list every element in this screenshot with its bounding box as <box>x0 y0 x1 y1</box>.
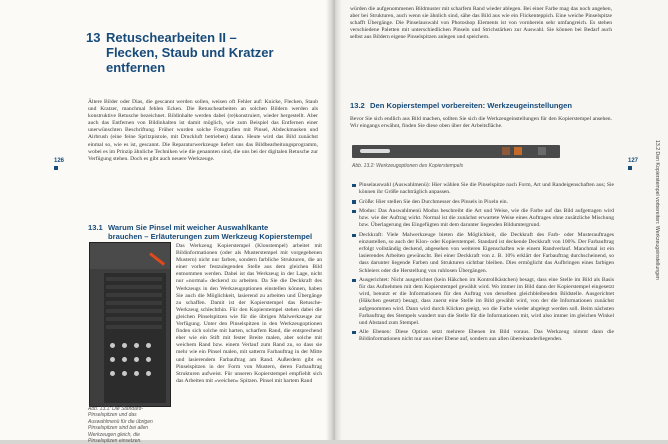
bullet-icon <box>352 210 356 214</box>
chapter-number: 13 <box>86 30 101 45</box>
bullet-icon <box>352 234 356 238</box>
palette-row <box>106 309 162 313</box>
running-head-text: 13.2 Den Kopierstempel vorbereiten: Werkzeugeinstellungen <box>654 140 660 280</box>
bullet-icon <box>352 184 356 188</box>
tool-swatch <box>502 147 510 155</box>
palette-header <box>90 243 170 269</box>
section-heading-title: Den Kopierstempel vorbereiten: Werkzeugeinstellungen <box>370 101 572 110</box>
palette-row <box>106 293 162 297</box>
section-13-1-text <box>176 243 322 387</box>
section-13-2-intro <box>350 116 612 132</box>
section-heading-13-2 <box>350 101 620 110</box>
list-item-text: Pinselauswahl (Auswahlmenü): Hier wählen Sie die Pinselspitze nach Form, Art und Randeigenschaften aus; Sie können ihr Größe nachträglich anpassen. <box>359 182 614 196</box>
chapter-title <box>86 30 326 75</box>
palette-row <box>106 301 162 305</box>
tool-swatch <box>514 147 522 155</box>
page-number-right <box>628 158 638 172</box>
brush-dot <box>110 343 115 348</box>
intro-text: Ältere Bilder oder Dias, die gescannt werden sollen, weisen oft Fehler auf: Knicke, Flecken, Staub und Kratzer, manchmal fehlen Ecken. Die Retuschearbeiten an solchen Bildern werden als konstruktive Retusche bezeichnet. Bildinhalte werden dabei (re)konstruiert, wieder hergestellt. Aber auch das Entfernen von Bildinhalten ist damit möglich, wie zum Beispiel das Entfernen einer unerwünschten Beschriftung. Früher wurden solche Fotografien mit Pinsel, Abdeckmasken und Airbrush (eine feine Spritzpistole, mit Druckluft betrieben) daran. Heute wird das Bild zunächst einmal so, wie es ist, gescannt. Die Reparaturwerkzeuge liefert uns das Bildbearbeitungsprogramm, wobei es im Prinzip ähnliche Techniken wie die genannten sind, die uns bei der digitalen Retusche zur Verfügung stehen. Doch es gibt auch neuere Werkzeuge. <box>88 99 318 162</box>
brush-dot <box>134 343 139 348</box>
list-item <box>352 329 614 343</box>
tool-swatch <box>538 147 546 155</box>
section-heading-line-1: Warum Sie Pinsel mit weicher Auswahlkante <box>108 223 269 232</box>
brush-dot <box>122 371 127 376</box>
list-item-text: Alle Ebenen: Diese Option setzt mehrere Ebenen im Bild voraus. Das Werkzeug nimmt dann die Bildinformationen nicht nur aus einer Ebene auf, sondern aus allen übereinanderliegenden. <box>359 329 614 343</box>
tool-options-screenshot <box>352 145 560 158</box>
brush-dot <box>146 371 151 376</box>
section-13-1-paragraph: Das Werkzeug Kopierstempel (Klonstempel) arbeitet mit Bildinformationen (oder als Musterstempel mit vorgegebenen Mustern) nicht nur farben, sondern farbliche Strukturen, die an einer vorher festzulegenden Stelle aus dem gleichen Bild entnommen werden. Dabei ist das Werkzeug in der Lage, nicht nur »normal« deckend zu arbeiten. Da Sie die Deckkraft des Werkzeugs in den Werkzeugoptionen einstellen können, haben Sie auch die Möglichkeit, lasierend zu arbeiten und Übergänge zu schaffen. Damit ist der Kopierstempel das Retusche-Werkzeug schlechthin. Für den Kopierstempel stehen dabei die gleichen Pinselspitzen wie für die übrigen Malwerkzeuge zur Verfügung. Unter den Pinselspitzen in den Werkzeugoptionen finden sich solche mit harten, scharfem Rand, die entsprechend eher wie ein Stift mit fester Breite malen, aber solche mit weichem Rand bzw. einem Verlauf zum Rand zu, so dass sie mehr wie ein Pinsel malen, mit satterm Farbauftrag in der Mitte und lasierendem Farbauftrag am Rand. Außerdem gibt es Pinselspitzen in der Form von Mustern, deren Farbauftrag Strukturen aufweist. Für unseren Kopierstempel empfiehlt sich das Arbeiten mit »weichen« Spitzen. Pinsel mit hartem Rand <box>176 243 322 384</box>
intro-paragraph <box>88 99 318 165</box>
palette-row <box>106 325 162 329</box>
list-item <box>352 232 614 275</box>
bullet-icon <box>352 331 356 335</box>
list-item <box>352 277 614 327</box>
brush-dot <box>122 357 127 362</box>
section-number: 13.2 <box>350 101 365 110</box>
page-number-left-value: 126 <box>54 158 65 164</box>
figure-caption-13-2: Abb. 13.2: Werkzeugoptionen des Kopierstempels <box>352 163 464 169</box>
section-heading-13-1 <box>88 223 328 241</box>
list-item-text: Größe: Hier stellen Sie den Durchmesser des Pinsels in Pixeln ein. <box>359 198 508 205</box>
bullet-icon <box>352 279 356 283</box>
continued-text <box>350 6 612 43</box>
page-number-left <box>54 158 64 172</box>
brush-dot <box>134 357 139 362</box>
palette-row <box>106 277 162 281</box>
page-number-right-value: 127 <box>628 158 639 164</box>
palette-row <box>106 317 162 321</box>
brush-dot <box>110 357 115 362</box>
right-page <box>334 0 668 440</box>
continued-paragraph: würden die aufgenommenen Bildmuster mit scharfem Rand wieder ablegen. Bei einer Farbe mag das noch angehen, aber bei Strukturen, auch wenn sie ähnlich sind, sähe das Bild aus wie ein Flickenteppich. Eine weiche Pinselspitze schafft Übergänge. Die Pinselauswahl von Photoshop Elements ist von vornherein sehr umfangreich. Es stehen verschiedene Paletten mit unterschiedlichen Pinseln und Strichstärken zur Auswahl. Sie können bei Bedarf auch selbst aus Bildern eigene Pinselspitzen anlegen und speichern. <box>350 6 612 41</box>
brush-dot <box>146 357 151 362</box>
list-item-text: Ausgerichtet: Nicht ausgerichtet (kein Häkchen im Kontrollkästchen) besagt, dass eine Stelle im Bild als Basis für das Aufnehmen mit dem Kopierstempel gewählt wird. Wo immer im Bild dann der Kopierstempel eingesetzt wird, benutzt er die Informationen für den Auftrag von derselben gleichbleibenden Bildstelle. Ausgerichtet (Häkchen gesetzt) besagt, dass zuerst eine Stelle im Bild gewählt wird, von der die Informationen zunächst aufgenommen wird. Dann wird durch Klicken geeigt, wo die Farbe wieder abgelegt werden soll. Beim nächsten Farbauftrag des Stempels wandert nun die Stelle für die Informationen mit, wird also immer im gleichen Winkel und Abstand zum Stempel. <box>359 277 614 326</box>
list-item-text: Deckkraft: Viele Malwerkzeuge bieten die Möglichkeit, die Deckkraft des Farb- oder Musterauftrages einzustellen, so auch der Klon- oder Kopierstempel. Standard ist deckende Deckkraft von 100%. Der Farbauftrag erfolgt vollständig deckend, abgesehen von weiteren Eigenschaften wie einem Randverlauf. Manchmal ist ein lasierendes Arbeiten gewünscht. Bei einer Deckkraft von z. B. 10% erklärt der Farbauftrag durchscheinend, so dass darunter liegende Farben und Strukturen sichtbar bleiben. Dies ermöglicht das Aufbringen eines farbigen Schleiers oder die Herstellung von ruhlosen Übergängen. <box>359 232 614 274</box>
page-marker <box>628 166 632 170</box>
figure-caption-13-1: Abb. 13.1: Die Standard-Pinselspitzen und das Auswahlmenü für die übrigen Pinselspitzen sind bei allen Werkzeugen gleich, die Pinselspitzen einsetzen. <box>88 406 153 444</box>
section-number: 13.1 <box>88 223 103 232</box>
chapter-title-line-1: Retuschearbeiten II – <box>106 30 237 45</box>
brush-dot <box>122 343 127 348</box>
chapter-title-line-2: Flecken, Staub und Kratzer entfernen <box>106 45 274 75</box>
running-head <box>654 140 668 430</box>
list-item <box>352 208 614 229</box>
section-heading-line-2: brauchen – Erläuterungen zum Werkzeug Kopierstempel <box>108 232 313 241</box>
brush-palette-screenshot <box>89 242 171 407</box>
tool-option-list <box>352 182 614 346</box>
list-item <box>352 182 614 196</box>
brush-dot <box>146 343 151 348</box>
section-13-2-paragraph: Bevor Sie sich endlich aus Bild machen, sollten Sie sich die Werkzeugeinstellungen für den Kopierstempel ansehen. Wir eingangs erwähnt, finden Sie diese oben über der Arbeitsfläche. <box>350 116 612 130</box>
brush-stroke-preview <box>360 149 390 153</box>
book-gutter <box>326 0 342 440</box>
list-item <box>352 199 614 206</box>
brush-dot <box>134 371 139 376</box>
page-marker <box>54 166 58 170</box>
list-item-text: Modus: Das Auswahlmenü Modus beschreibt die Art und Weise, wie die Farbe auf das Bild aufgetragen wird bzw. wie der Auftrag wirkt. Normal ist die zunächst erwartete Weise eines Auftrages ohne zusätzliche Mischung bzw. Überlagerung des Eingefügten mit dem darunter liegenden Bildumtergrund. <box>359 208 614 229</box>
bullet-icon <box>352 200 356 204</box>
brush-dot <box>110 371 115 376</box>
palette-row <box>106 285 162 289</box>
